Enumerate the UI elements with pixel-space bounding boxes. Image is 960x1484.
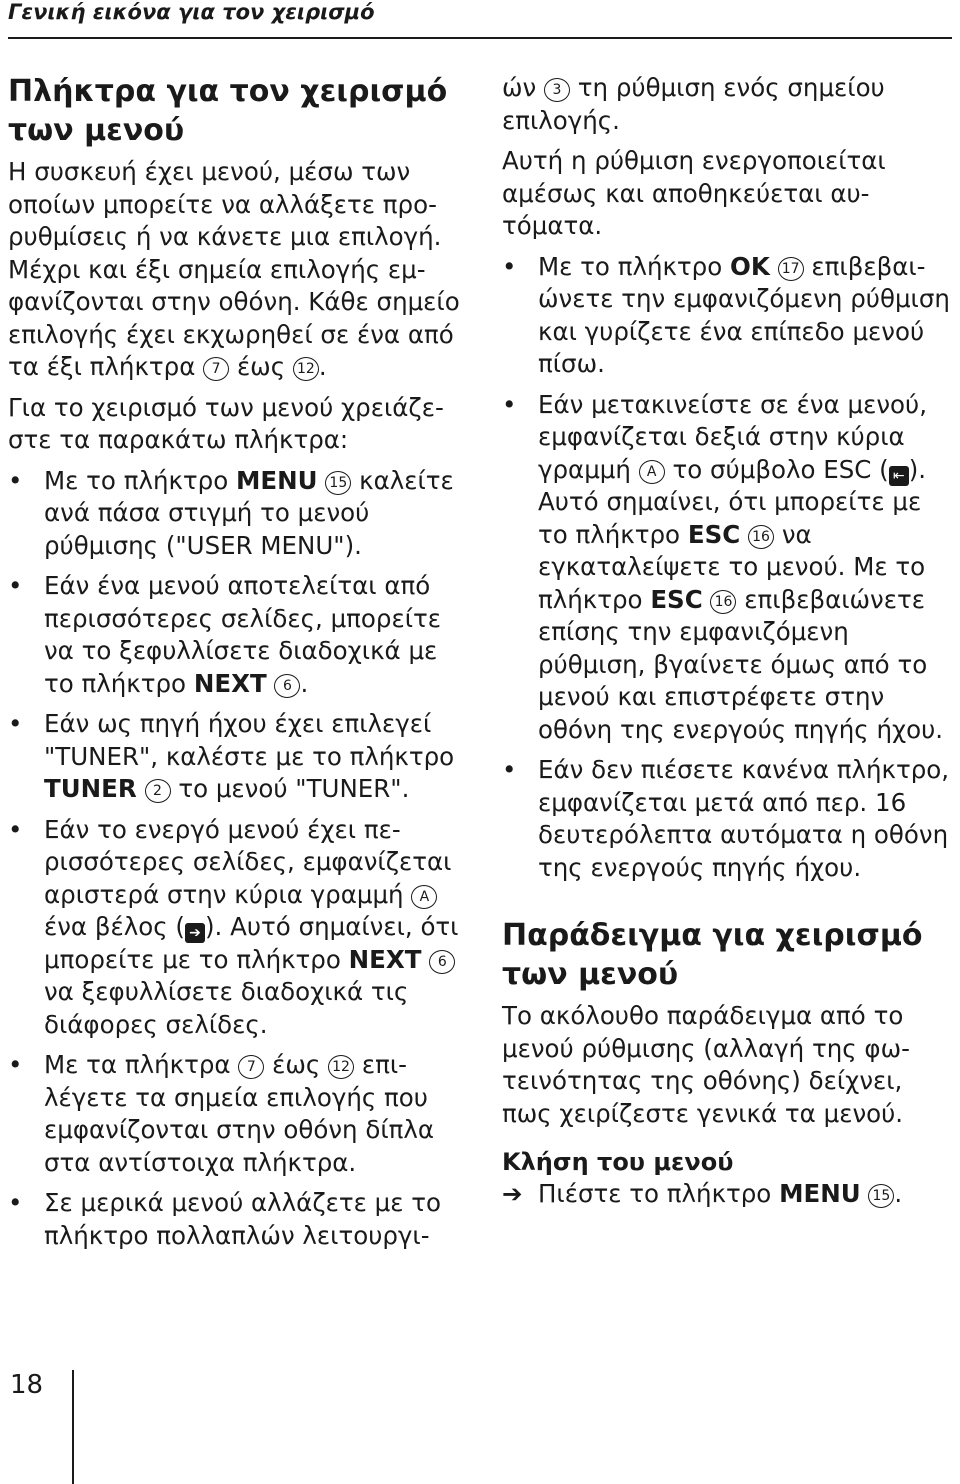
action-step: ➔ Πιέστε το πλήκτρο MENU 15 . xyxy=(502,1178,952,1211)
key-number-3: 3 xyxy=(544,78,570,102)
key-number-17: 17 xyxy=(778,257,804,281)
key-label-menu: MENU xyxy=(236,465,318,495)
key-number-16: 16 xyxy=(710,590,736,614)
example-paragraph: Το ακόλουθο παράδειγμα από το μενού ρύθμισης (αλλαγή της φωτεινότητας της οθόνης) δείχνει, πως χειρίζεστε γενικά τα μενού. xyxy=(502,1001,910,1128)
continued-text-2: Αυτή η ρύθμιση ενεργοποιείται αμέσως και αποθηκεύεται αυτόματα. xyxy=(502,146,886,240)
intro-paragraph: Η συσκευή έχει μενού, μέσω των οποίων μπορείτε να αλλάξετε προρυθμίσεις ή να κάνετε μια επιλογή. Μέχρι και έξι σημεία επιλογής εμφανίζονται στην οθόνη. Κάθε σημείο επιλογής έχει εκχωρηθεί σε ένα από τα έξι πλήκτρα 7 έως 12 . xyxy=(8,157,460,381)
esc-icon: ⇤ xyxy=(889,466,909,486)
header-rule xyxy=(8,37,952,39)
intro-paragraph-2: Για το χειρισμό των μενού χρειάζεστε τα παρακάτω πλήκτρα: xyxy=(8,392,444,454)
right-column xyxy=(502,72,952,1211)
key-number-6: 6 xyxy=(429,950,455,974)
list-item: • Εάν δεν πιέσετε κανένα πλήκτρο, εμφανίζεται μετά από περ. 16 δευτερόλεπτα αυτόματα η οθόνη της ενεργούς πηγής ήχου. xyxy=(502,754,952,884)
key-number-15: 15 xyxy=(325,471,351,495)
list-item: • Με το πλήκτρο MENU 15 καλείτε ανά πάσα στιγμή το μενού ρύθμισης ("USER MENU"). xyxy=(8,465,468,563)
sub-heading: Κλήση του μενού xyxy=(502,1148,734,1176)
arrow-icon: ➔ xyxy=(502,1179,523,1208)
key-label-next: NEXT xyxy=(348,944,422,974)
section-header: Γενική εικόνα για τον χειρισμό xyxy=(8,0,375,24)
page-number: 18 xyxy=(10,1370,44,1400)
key-number-7: 7 xyxy=(203,357,229,381)
arrow-right-icon: ➔ xyxy=(185,923,205,943)
key-label-menu: MENU xyxy=(779,1179,861,1208)
continued-text: ών 3 τη ρύθμιση ενός σημείου επιλογής. xyxy=(502,73,885,135)
section-heading: Πλήκτρα για τον χειρισμό των μενού xyxy=(8,74,448,148)
list-item: • Εάν το ενεργό μενού έχει περισσότερες σελίδες, εμφανίζεται αριστερά στην κύρια γραμμή A ένα βέλος ( ➔ ). Αυτό σημαίνει, ότι μπορείτε με το πλήκτρο NEXT 6 να ξεφυλλίσετε διαδοχικά τις διάφορες σελίδες. xyxy=(8,814,468,1042)
list-item: • Εάν ένα μενού αποτελείται από περισσότερες σελίδες, μπορείτε να το ξεφυλλίσετε διαδοχικά με το πλήκτρο NEXT 6 . xyxy=(8,570,468,700)
list-item: • Σε μερικά μενού αλλάζετε με το πλήκτρο πολλαπλών λειτουργι- xyxy=(8,1187,468,1252)
key-list xyxy=(8,465,468,1253)
key-list-continued xyxy=(502,251,952,885)
example-heading: Παράδειγμα για χειρισμό των μενού xyxy=(502,918,923,992)
key-label-ok: OK xyxy=(730,251,770,281)
ref-a: A xyxy=(411,885,437,909)
ref-a: A xyxy=(639,460,665,484)
key-number-2: 2 xyxy=(145,779,171,803)
key-number-15: 15 xyxy=(868,1184,894,1208)
key-number-16: 16 xyxy=(748,525,774,549)
key-number-6: 6 xyxy=(274,674,300,698)
list-item: • Εάν μετακινείστε σε ένα μενού, εμφανίζεται δεξιά στην κύρια γραμμή A το σύμβολο ESC ( ⇤ ). Αυτό σημαίνει, ότι μπορείτε με το πλήκτρο ESC 16 να εγκαταλείψετε το μενού. Με το πλήκτρο ESC 16 επιβεβαιώνετε επίσης την εμφανιζόμενη ρύθμιση, βγαίνετε όμως από το μενού και επιστρέφετε στην οθόνη της ενεργούς πηγής ήχου. xyxy=(502,389,952,747)
key-number-12: 12 xyxy=(328,1055,354,1079)
key-label-esc: ESC xyxy=(650,584,703,614)
list-item: • Με το πλήκτρο OK 17 επιβεβαιώνετε την εμφανιζόμενη ρύθμιση και γυρίζετε ένα επίπεδο μενού πίσω. xyxy=(502,251,952,381)
left-column xyxy=(8,72,468,1252)
list-item: • Εάν ως πηγή ήχου έχει επιλεγεί "TUNER", καλέστε με το πλήκτρο TUNER 2 το μενού "TUNER". xyxy=(8,708,468,806)
key-label-esc: ESC xyxy=(687,519,741,549)
key-number-7: 7 xyxy=(238,1055,264,1079)
key-label-next: NEXT xyxy=(193,668,267,698)
list-item: • Με τα πλήκτρα 7 έως 12 επιλέγετε τα σημεία επιλογής που εμφανίζονται στην οθόνη δίπλα στα αντίστοιχα πλήκτρα. xyxy=(8,1049,468,1179)
key-label-tuner: TUNER xyxy=(44,774,137,803)
footer-rule xyxy=(72,1370,74,1484)
key-number-12: 12 xyxy=(293,357,319,381)
